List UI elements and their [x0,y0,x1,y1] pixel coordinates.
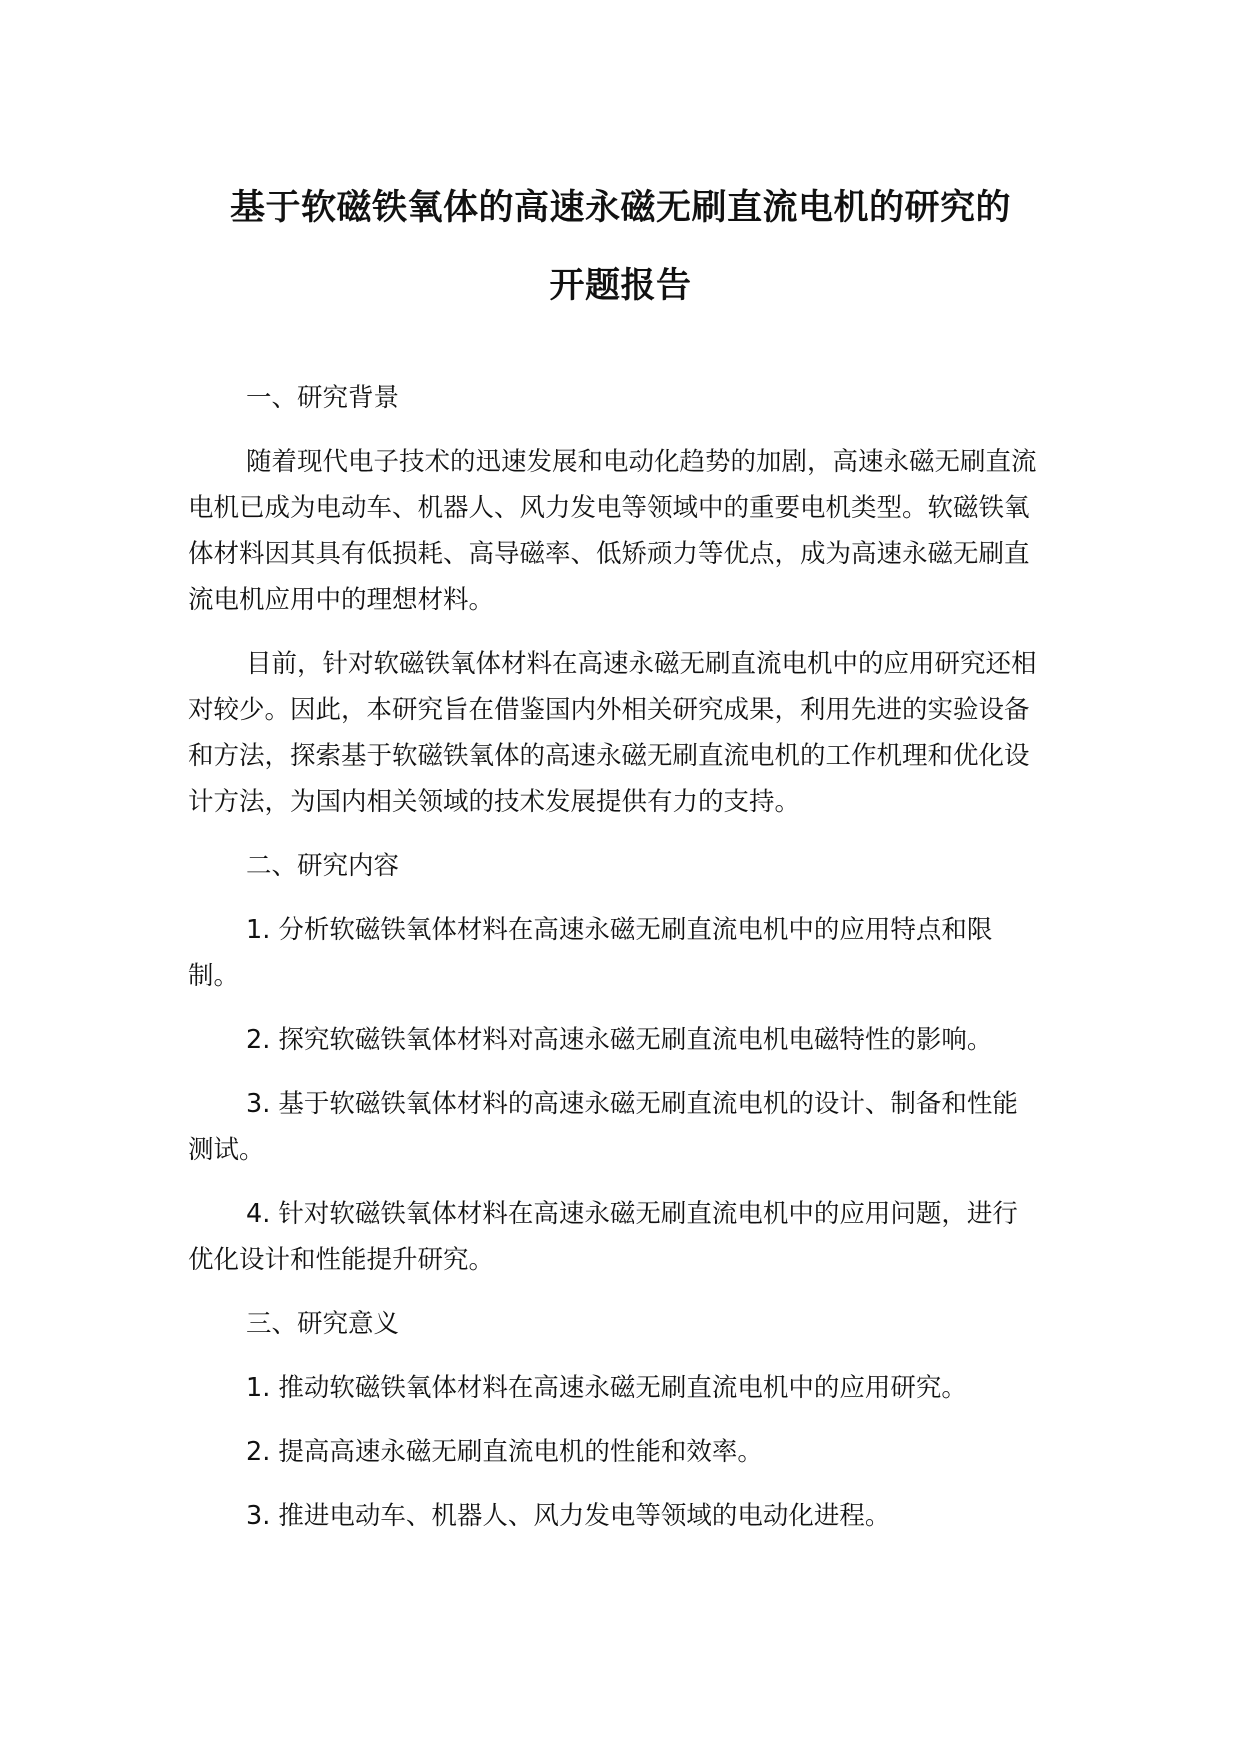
significance-item-1: 1. 推动软磁铁氧体材料在高速永磁无刷直流电机中的应用研究。 [246,1373,967,1403]
content-item-3: 3. 基于软磁铁氧体材料的高速永磁无刷直流电机的设计、制备和性能测试。 [188,1089,1018,1165]
content-item-4: 4. 针对软磁铁氧体材料在高速永磁无刷直流电机中的应用问题，进行优化设计和性能提升研究。 [188,1199,1018,1275]
content-item-1: 1. 分析软磁铁氧体材料在高速永磁无刷直流电机中的应用特点和限制。 [188,915,993,991]
section-heading-content: 二、研究内容 [246,851,400,881]
background-paragraph-2: 目前，针对软磁铁氧体材料在高速永磁无刷直流电机中的应用研究还相对较少。因此，本研究旨在借鉴国内外相关研究成果，利用先进的实验设备和方法，探索基于软磁铁氧体的高速永磁无刷直流电机的工作机理和优化设计方法，为国内相关领域的技术发展提供有力的支持。 [188,649,1037,817]
document-body [188,375,1040,1557]
content-item-2: 2. 探究软磁铁氧体材料对高速永磁无刷直流电机电磁特性的影响。 [246,1025,993,1055]
section-heading-significance: 三、研究意义 [246,1309,400,1339]
background-paragraph-1: 随着现代电子技术的迅速发展和电动化趋势的加剧，高速永磁无刷直流电机已成为电动车、机器人、风力发电等领域中的重要电机类型。软磁铁氧体材料因其具有低损耗、高导磁率、低矫顽力等优点，成为高速永磁无刷直流电机应用中的理想材料。 [188,447,1037,615]
significance-item-3: 3. 推进电动车、机器人、风力发电等领域的电动化进程。 [246,1501,891,1531]
document-title-line-2: 开题报告 [549,266,692,306]
document-title-line-1: 基于软磁铁氧体的高速永磁无刷直流电机的研究的 [229,188,1011,228]
significance-item-2: 2. 提高高速永磁无刷直流电机的性能和效率。 [246,1437,763,1467]
section-heading-background: 一、研究背景 [246,383,400,413]
